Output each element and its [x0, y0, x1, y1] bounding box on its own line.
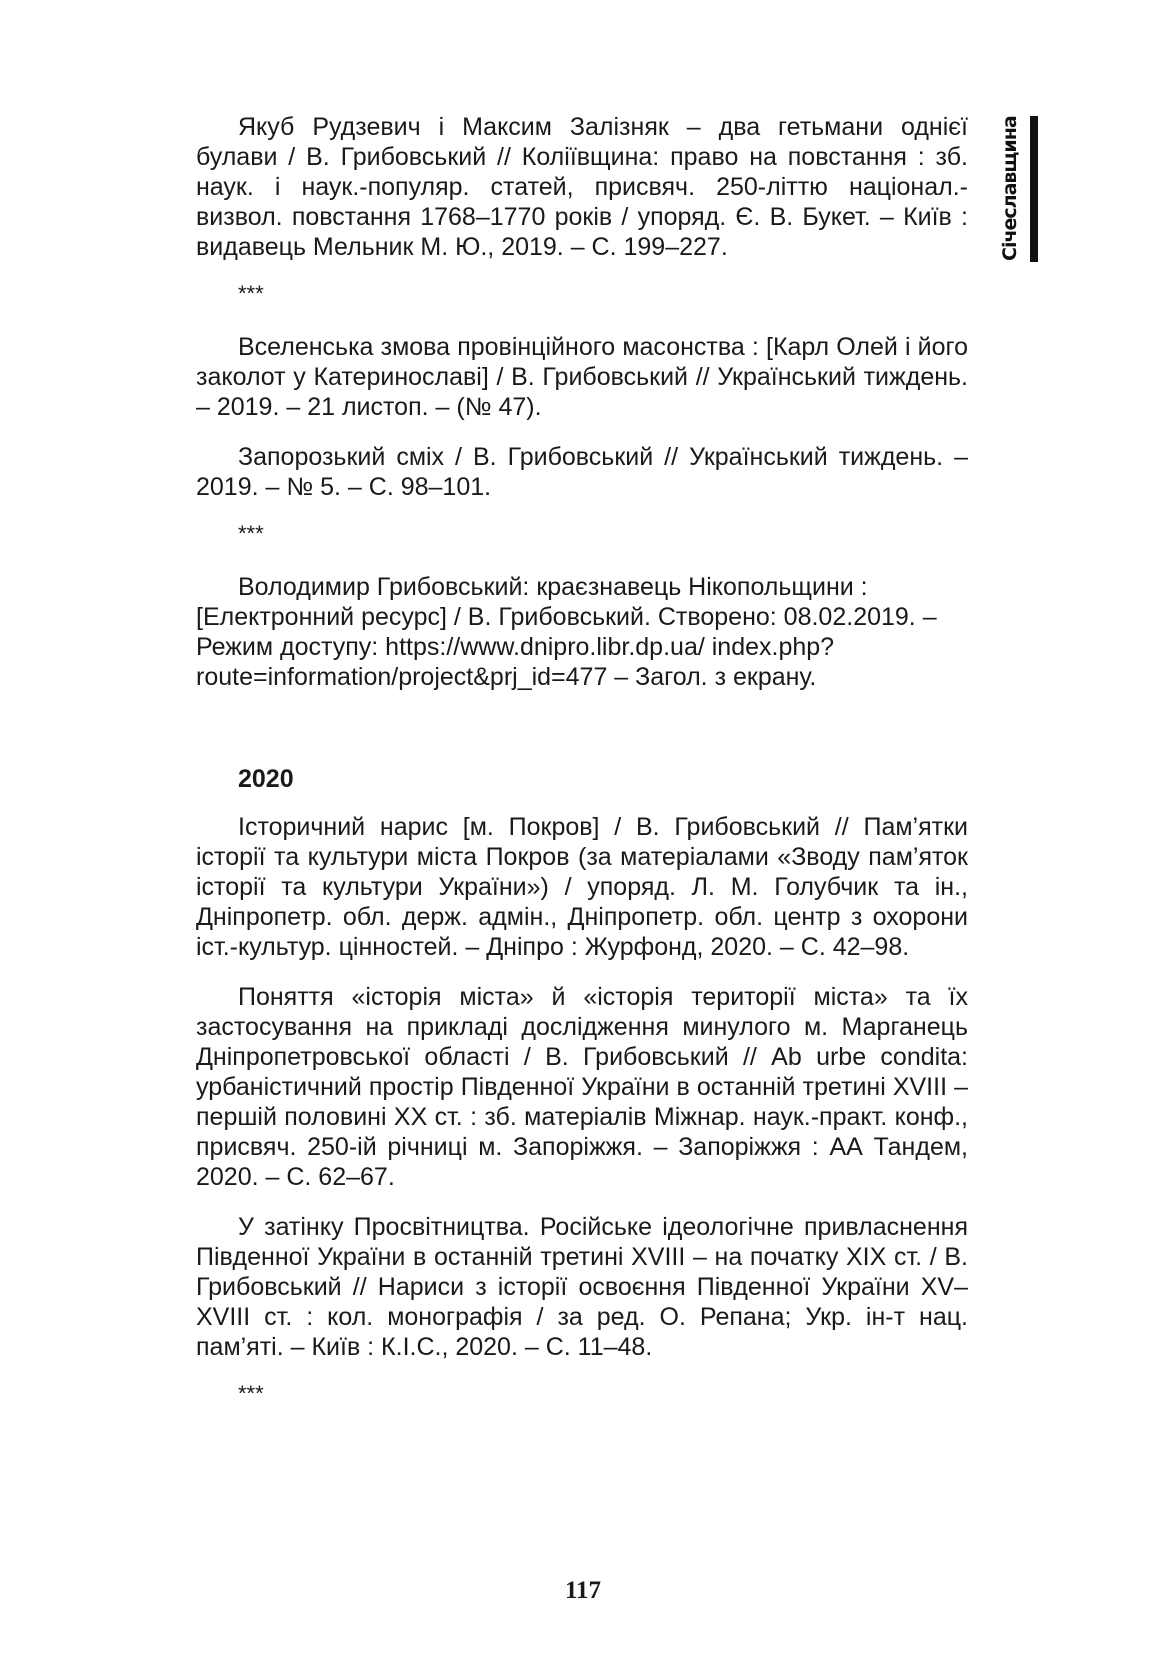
bibliography-entry: Історичний нарис [м. Покров] / В. Грибовський // Пам’ятки історії та культури міста Покров (за матеріалами «Зводу пам’яток історії та культури України») / упоряд. Л. М. Голубчик та ін., Дніпропетр. обл. держ. адмін., Дніпропетр. обл. центр з охорони іст.-культур. цінностей. – Дніпро : Журфонд, 2020. – С. 42–98.	[196, 813, 968, 961]
page-number: 117	[564, 1577, 602, 1604]
series-logo-bar	[1030, 116, 1038, 262]
series-logo-text: Січеславщина	[999, 116, 1021, 262]
section-separator: ***	[238, 281, 264, 306]
bibliography-entry: Запорозький сміх / В. Грибовський // Український тиждень. – 2019. – № 5. – С. 98–101.	[196, 443, 968, 501]
series-logo	[996, 114, 1042, 264]
bibliography-content	[196, 112, 968, 1432]
section-separator: ***	[238, 521, 264, 546]
bibliography-entry: Вселенська змова провінційного масонства : [Карл Олей і його заколот у Катеринославі] / В. Грибовський // Український тиждень. – 2019. – 21 листоп. – (№ 47).	[196, 333, 968, 421]
bibliography-entry: Якуб Рудзевич і Максим Залізняк – два гетьмани однієї булави / В. Грибовський // Коліївщина: право на повстання : зб. наук. і наук.-популяр. статей, присвяч. 250-літтю націонал.-визвол. повстання 1768–1770 років / упоряд. Є. В. Букет. – Київ : видавець Мельник М. Ю., 2019. – С. 199–227.	[196, 113, 968, 261]
bibliography-entry: Володимир Грибовський: краєзнавець Нікопольщини : [Електронний ресурс] / В. Грибовський. Створено: 08.02.2019. – Режим доступу: https://www.dnipro.libr.dp.ua/ index.php?route=information/project&prj_id=477 – Загол. з екрану.	[196, 573, 937, 691]
bibliography-entry: Поняття «історія міста» й «історія території міста» та їх застосування на прикладі дослідження минулого м. Марганець Дніпропетровської області / В. Грибовський // Ab urbe condita: урбаністичний простір Південної України в останній третині XVIII – першій половині XX ст. : зб. матеріалів Міжнар. наук.-практ. конф., присвяч. 250-ій річниці м. Запоріжжя. – Запоріжжя : АА Тандем, 2020. – С. 62–67.	[196, 983, 968, 1191]
bibliography-entry: У затінку Просвітництва. Російське ідеологічне привласнення Південної України в останній третині XVIII – на початку XIX ст. / В. Грибовський // Нариси з історії освоєння Південної України XV–XVIII ст. : кол. монографія / за ред. О. Репана; Укр. ін-т нац. пам’яті. – Київ : К.І.С., 2020. – С. 11–48.	[196, 1213, 968, 1361]
section-separator: ***	[238, 1381, 264, 1406]
year-heading: 2020	[238, 765, 294, 793]
